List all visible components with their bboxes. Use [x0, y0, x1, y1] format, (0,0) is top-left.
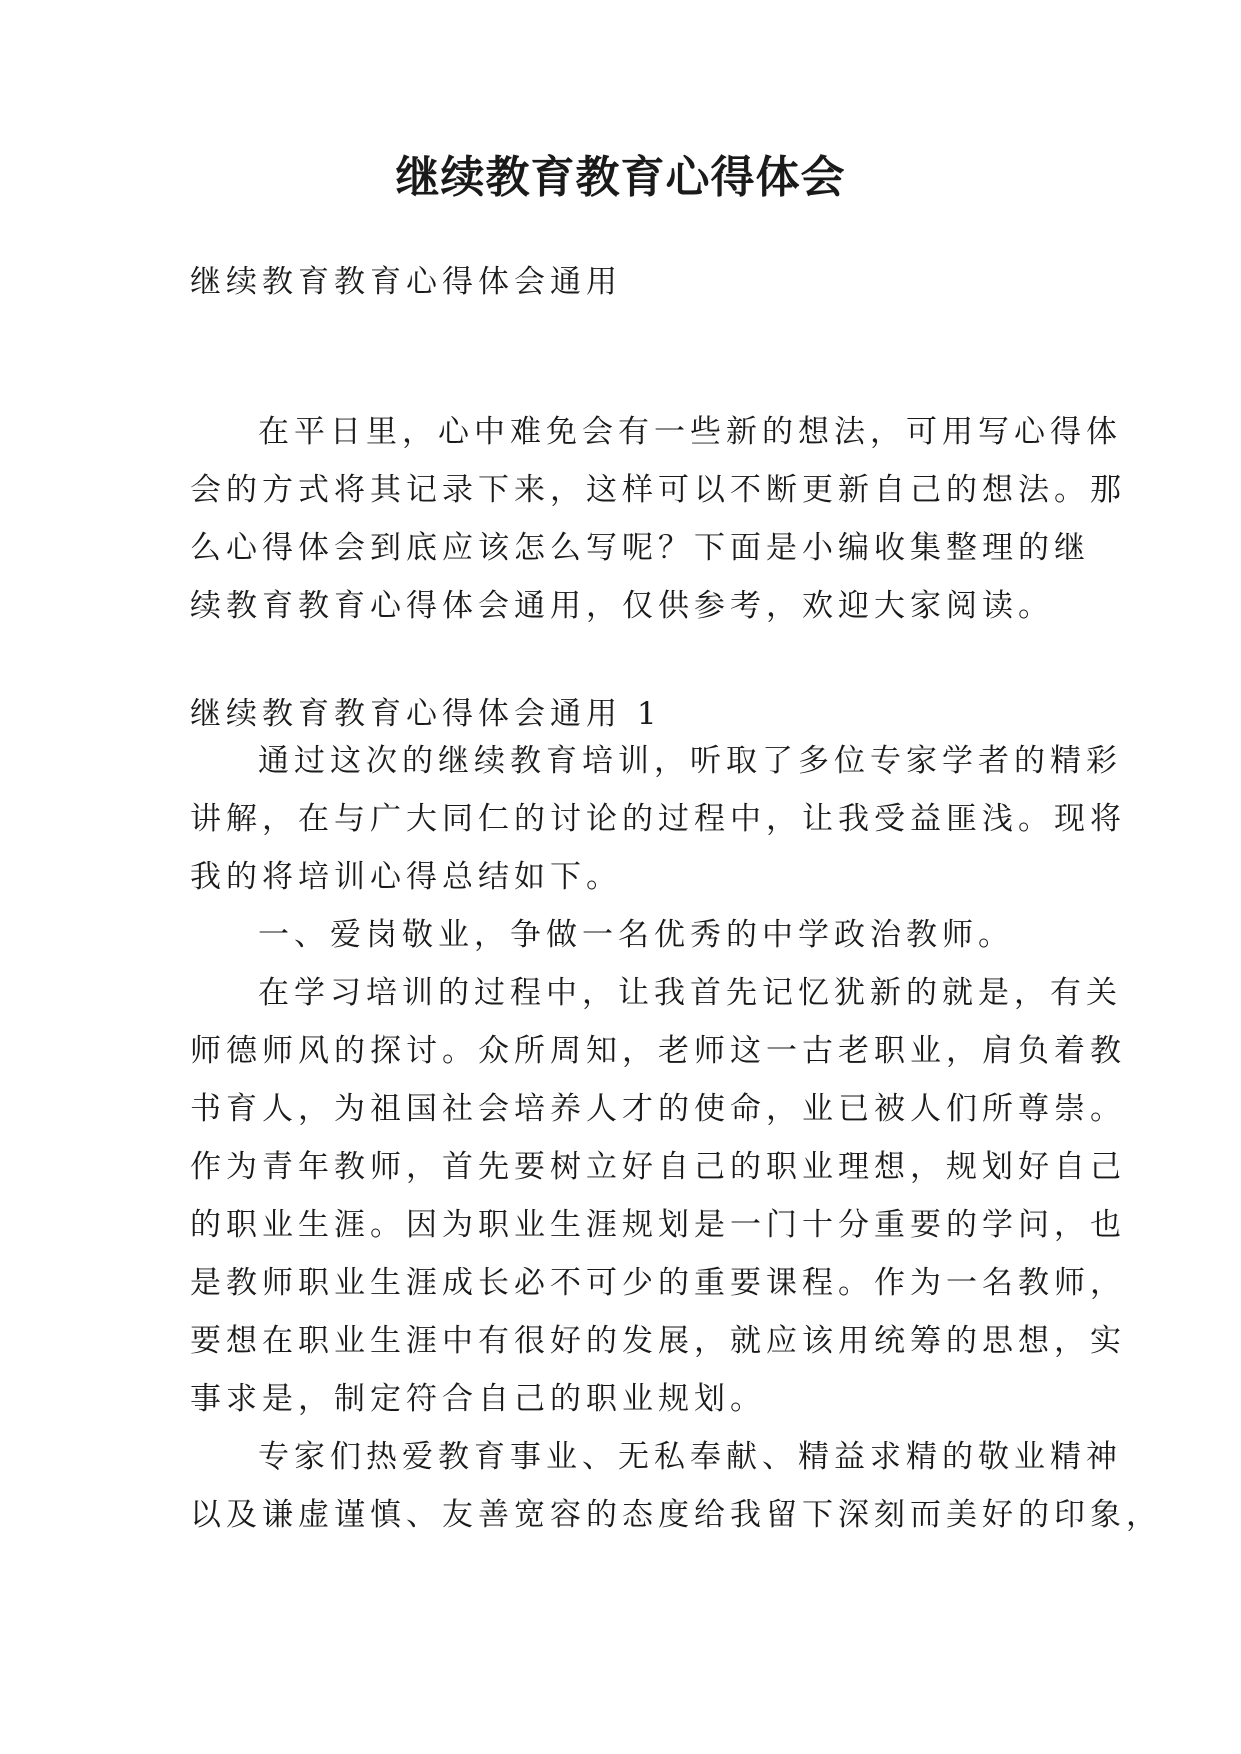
- body-line: 作为青年教师，首先要树立好自己的职业理想，规划好自己: [190, 1149, 1126, 1185]
- intro-line: 会的方式将其记录下来，这样可以不断更新自己的想法。那: [190, 472, 1126, 508]
- body-line: 讲解，在与广大同仁的讨论的过程中，让我受益匪浅。现将: [190, 801, 1126, 837]
- body-line: 事求是，制定符合自己的职业规划。: [190, 1381, 766, 1417]
- intro-line: 么心得体会到底应该怎么写呢？下面是小编收集整理的继: [190, 530, 1090, 566]
- body-line: 以及谦虚谨慎、友善宽容的态度给我留下深刻而美好的印象，: [190, 1497, 1162, 1533]
- intro-line: 续教育教育心得体会通用，仅供参考，欢迎大家阅读。: [190, 588, 1054, 624]
- intro-paragraph: [190, 403, 1126, 635]
- intro-line: 在平日里，心中难免会有一些新的想法，可用写心得体: [258, 414, 1122, 450]
- body-line: 书育人，为祖国社会培养人才的使命，业已被人们所尊崇。: [190, 1091, 1126, 1127]
- body-line: 的职业生涯。因为职业生涯规划是一门十分重要的学问，也: [190, 1207, 1126, 1243]
- body-line: 专家们热爱教育事业、无私奉献、精益求精的敬业精神: [258, 1439, 1122, 1475]
- body-line: 一、爱岗敬业，争做一名优秀的中学政治教师。: [258, 917, 1014, 953]
- document-subtitle: 继续教育教育心得体会通用: [190, 264, 622, 300]
- body-line: 通过这次的继续教育培训，听取了多位专家学者的精彩: [258, 743, 1122, 779]
- body-line: 我的将培训心得总结如下。: [190, 859, 622, 895]
- document-title: 继续教育教育心得体会: [395, 152, 846, 203]
- body-line: 要想在职业生涯中有很好的发展，就应该用统筹的思想，实: [190, 1323, 1126, 1359]
- body-text: [190, 732, 1162, 1544]
- body-line: 在学习培训的过程中，让我首先记忆犹新的就是，有关: [258, 975, 1122, 1011]
- section-heading: 继续教育教育心得体会通用 1: [190, 696, 662, 732]
- body-line: 是教师职业生涯成长必不可少的重要课程。作为一名教师，: [190, 1265, 1126, 1301]
- body-line: 师德师风的探讨。众所周知，老师这一古老职业，肩负着教: [190, 1033, 1126, 1069]
